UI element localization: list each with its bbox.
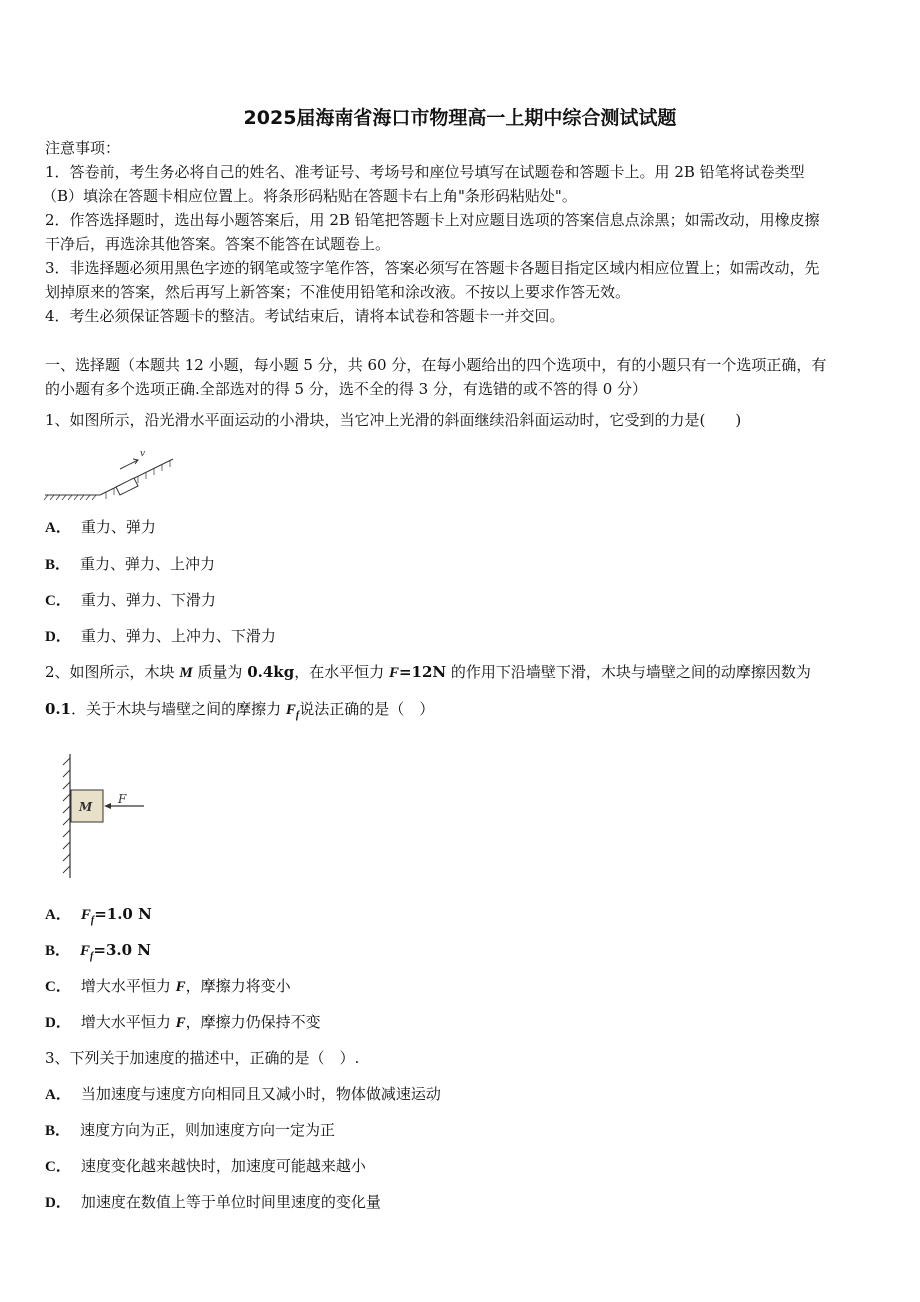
notice-line-1a: 1．答卷前，考生务必将自己的姓名、准考证号、考场号和座位号填写在试题卷和答题卡上。用 2B 铅笔将试卷类型 (45, 163, 805, 181)
option-label: C． (45, 593, 71, 609)
option-symbol: F (80, 943, 91, 959)
notice-line-4: 4．考生必须保证答题卡的整洁。考试结束后，请将本试卷和答题卡一并交回。 (45, 307, 565, 325)
notice-line-2b: 干净后，再选涂其他答案。答案不能答在试题卷上。 (45, 235, 391, 253)
notice-line-3a: 3．非选择题必须用黑色字迹的钢笔或签字笔作答，答案必须写在答题卡各题目指定区域内相应位置上；如需改动，先 (45, 259, 820, 277)
q1-velocity-label: v (140, 449, 146, 459)
option-text: 增大水平恒力 (80, 1013, 176, 1031)
option-subscript: f (90, 951, 94, 962)
q2-stem-line2 (45, 699, 434, 726)
q1-stem: 1、如图所示，沿光滑水平面运动的小滑块，当它冲上光滑的斜面继续沿斜面运动时，它受到的力是( ) (45, 411, 742, 429)
q2-stem-text: 2、如图所示，木块 (45, 663, 180, 681)
q3-option-d[interactable] (45, 1192, 381, 1213)
q1-option-b[interactable] (45, 554, 215, 575)
q2-force-value: =12N (398, 663, 447, 681)
page-title: 2025届海南省海口市物理高一上期中综合测试试题 (243, 107, 677, 129)
q2-stem-text: 质量为 (192, 663, 248, 681)
q1-option-c[interactable] (45, 590, 216, 611)
notice-line-1b: （B）填涂在答题卡相应位置上。将条形码粘贴在答题卡右上角"条形码粘贴处"。 (42, 187, 577, 205)
q3-option-b[interactable] (45, 1120, 335, 1141)
q3-stem: 3、下列关于加速度的描述中，正确的是（ ）. (45, 1049, 360, 1067)
q2-stem-line1 (45, 662, 811, 683)
option-subscript: f (90, 915, 95, 926)
notice-line-3b: 划掉原来的答案，然后再写上新答案；不准使用铅笔和涂改液。不按以上要求作答无效。 (45, 283, 631, 301)
q2-stem-text: 说法正确的是（ ） (299, 700, 435, 718)
q2-symbol-ff: F (285, 702, 296, 718)
option-value: =3.0 N (93, 941, 151, 959)
q2-option-a[interactable] (45, 904, 152, 931)
option-text: 速度方向为正，则加速度方向一定为正 (80, 1121, 336, 1139)
option-text: 重力、弹力 (80, 518, 156, 536)
q2-stem-text: 的作用下沿墙壁下滑，木块与墙壁之间的动摩擦因数为 (446, 663, 811, 681)
option-label: D． (45, 1015, 71, 1031)
option-label: A． (45, 1087, 71, 1103)
q2-stem-text: ，在水平恒力 (294, 663, 389, 681)
q3-option-a[interactable] (45, 1084, 441, 1105)
option-text: 加速度在数值上等于单位时间里速度的变化量 (80, 1193, 381, 1211)
option-text: 当加速度与速度方向相同且又减小时，物体做减速运动 (80, 1085, 441, 1103)
q2-mu-value: 0.1 (45, 700, 72, 718)
option-label: C． (45, 979, 71, 995)
option-label: C． (45, 1159, 71, 1175)
section-heading-1: 一、选择题（本题共 12 小题，每小题 5 分，共 60 分，在每小题给出的四个选项中，有的小题只有一个选项正确，有 (45, 356, 827, 374)
option-label: B． (45, 1123, 71, 1139)
option-text: 重力、弹力、上冲力、下滑力 (80, 627, 276, 645)
q2-wall-figure (58, 752, 158, 882)
option-text: 增大水平恒力 (80, 977, 176, 995)
q2-option-b[interactable] (45, 940, 151, 967)
q2-force-label: F (118, 792, 127, 806)
q2-symbol-f: F (388, 665, 399, 681)
q1-option-d[interactable] (45, 626, 276, 647)
section-heading-2: 的小题有多个选项正确.全部选对的得 5 分，选不全的得 3 分，有选错的或不答的得 0 分） (45, 380, 648, 398)
q2-stem-text: ．关于木块与墙壁之间的摩擦力 (71, 700, 286, 718)
q1-option-a[interactable] (45, 517, 156, 538)
q2-option-d[interactable] (45, 1012, 321, 1033)
notice-heading: 注意事项： (45, 139, 121, 157)
option-label: B． (45, 557, 71, 573)
option-label: D． (45, 629, 71, 645)
option-text: 重力、弹力、上冲力 (80, 555, 216, 573)
q2-option-c[interactable] (45, 976, 291, 997)
option-symbol: F (175, 1015, 186, 1031)
option-text: 重力、弹力、下滑力 (80, 591, 216, 609)
q2-symbol-sub: f (295, 710, 300, 721)
option-label: A． (45, 520, 71, 536)
q2-symbol-m: M (179, 665, 193, 681)
option-label: A． (45, 907, 71, 923)
option-text: 速度变化越来越快时，加速度可能越来越小 (80, 1157, 366, 1175)
q2-mass-value: 0.4kg (247, 663, 295, 681)
option-text: ，摩擦力仍保持不变 (185, 1013, 321, 1031)
option-text: ，摩擦力将变小 (185, 977, 291, 995)
option-label: D． (45, 1195, 71, 1211)
q2-block-label: M (79, 800, 93, 814)
q1-incline-figure (40, 444, 180, 504)
q3-option-c[interactable] (45, 1156, 366, 1177)
option-symbol: F (80, 907, 91, 923)
option-symbol: F (175, 979, 186, 995)
option-label: B． (45, 943, 71, 959)
notice-line-2a: 2．作答选择题时，选出每小题答案后，用 2B 铅笔把答题卡上对应题目选项的答案信息点涂黑；如需改动，用橡皮擦 (45, 211, 820, 229)
option-value: =1.0 N (94, 905, 152, 923)
